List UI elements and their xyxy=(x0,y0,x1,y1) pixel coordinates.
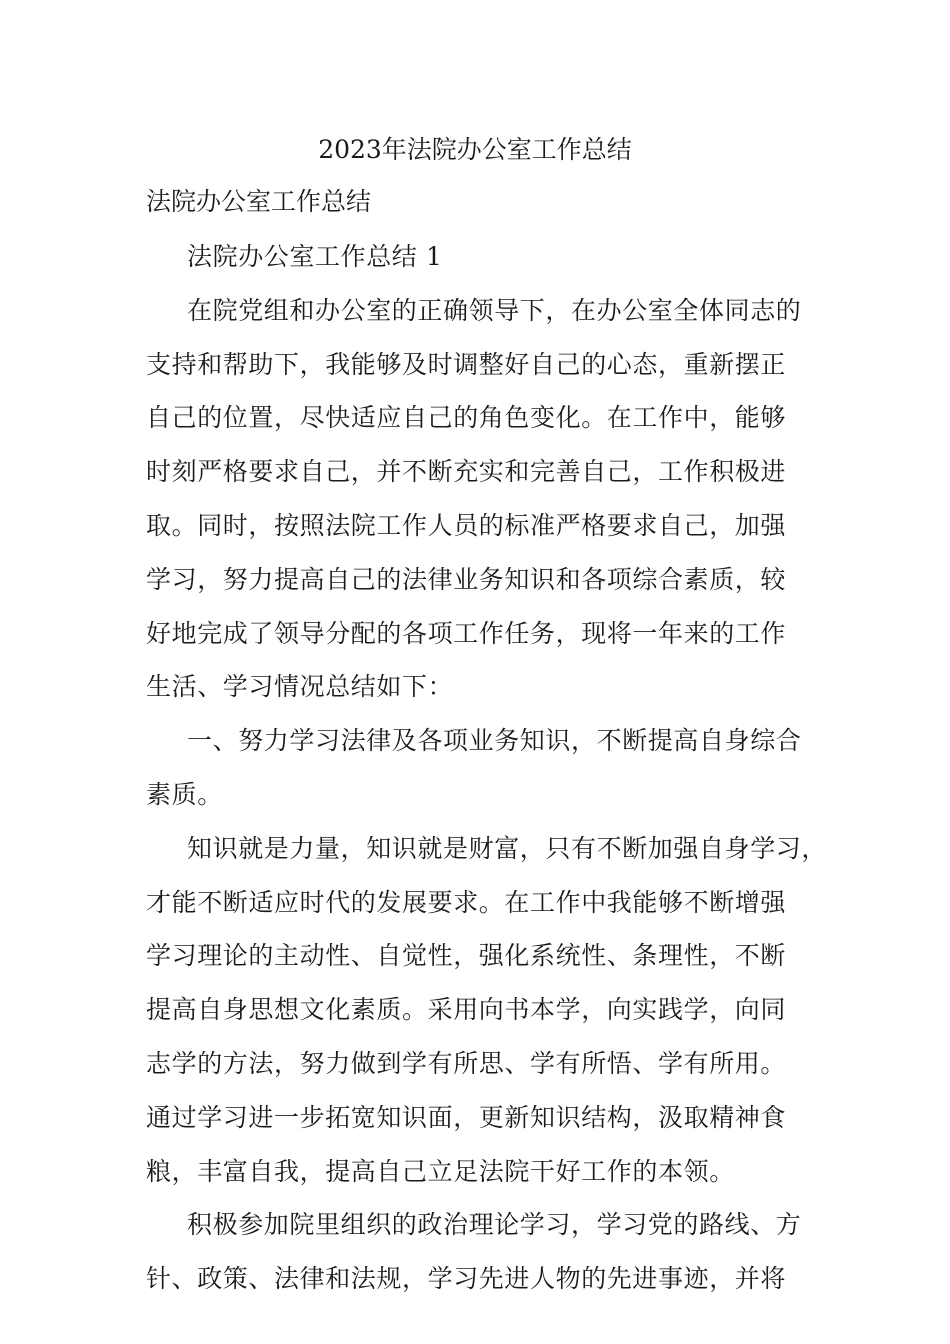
text-line: 生活、学习情况总结如下： xyxy=(146,672,454,702)
document-subtitle: 法院办公室工作总结 xyxy=(146,187,372,216)
text-line: 才能不断适应时代的发展要求。在工作中我能够不断增强 xyxy=(146,887,787,917)
text-line: 在院党组和办公室的正确领导下，在办公室全体同志的 xyxy=(187,295,802,325)
document-title: 2023年法院办公室工作总结 xyxy=(318,135,632,164)
text-line: 学习理论的主动性、自觉性，强化系统性、条理性，不断 xyxy=(146,941,787,971)
text-line: 自己的位置，尽快适应自己的角色变化。在工作中，能够 xyxy=(146,403,787,433)
text-line: 粮，丰富自我，提高自己立足法院干好工作的本领。 xyxy=(146,1156,735,1186)
text-line: 一、努力学习法律及各项业务知识，不断提高自身综合 xyxy=(187,726,802,756)
text-line: 时刻严格要求自己，并不断充实和完善自己，工作积极进 xyxy=(146,457,787,487)
text-line: 素质。 xyxy=(146,779,223,809)
text-line: 法院办公室工作总结 1 xyxy=(187,242,443,271)
text-line: 积极参加院里组织的政治理论学习，学习党的路线、方 xyxy=(187,1210,802,1240)
text-line: 支持和帮助下，我能够及时调整好自己的心态，重新摆正 xyxy=(146,349,787,379)
text-line: 提高自身思想文化素质。采用向书本学，向实践学，向同 xyxy=(146,995,787,1025)
text-line: 知识就是力量，知识就是财富，只有不断加强自身学习， xyxy=(187,833,828,863)
text-line: 学习，努力提高自己的法律业务知识和各项综合素质，较 xyxy=(146,564,787,594)
text-line: 针、政策、法律和法规，学习先进人物的先进事迹，并将 xyxy=(146,1264,787,1294)
document-body xyxy=(146,230,828,1306)
text-line: 取。同时，按照法院工作人员的标准严格要求自己，加强 xyxy=(146,510,787,540)
text-line: 志学的方法，努力做到学有所思、学有所悟、学有所用。 xyxy=(146,1048,787,1078)
text-line: 通过学习进一步拓宽知识面，更新知识结构，汲取精神食 xyxy=(146,1102,787,1132)
text-line: 好地完成了领导分配的各项工作任务，现将一年来的工作 xyxy=(146,618,787,648)
